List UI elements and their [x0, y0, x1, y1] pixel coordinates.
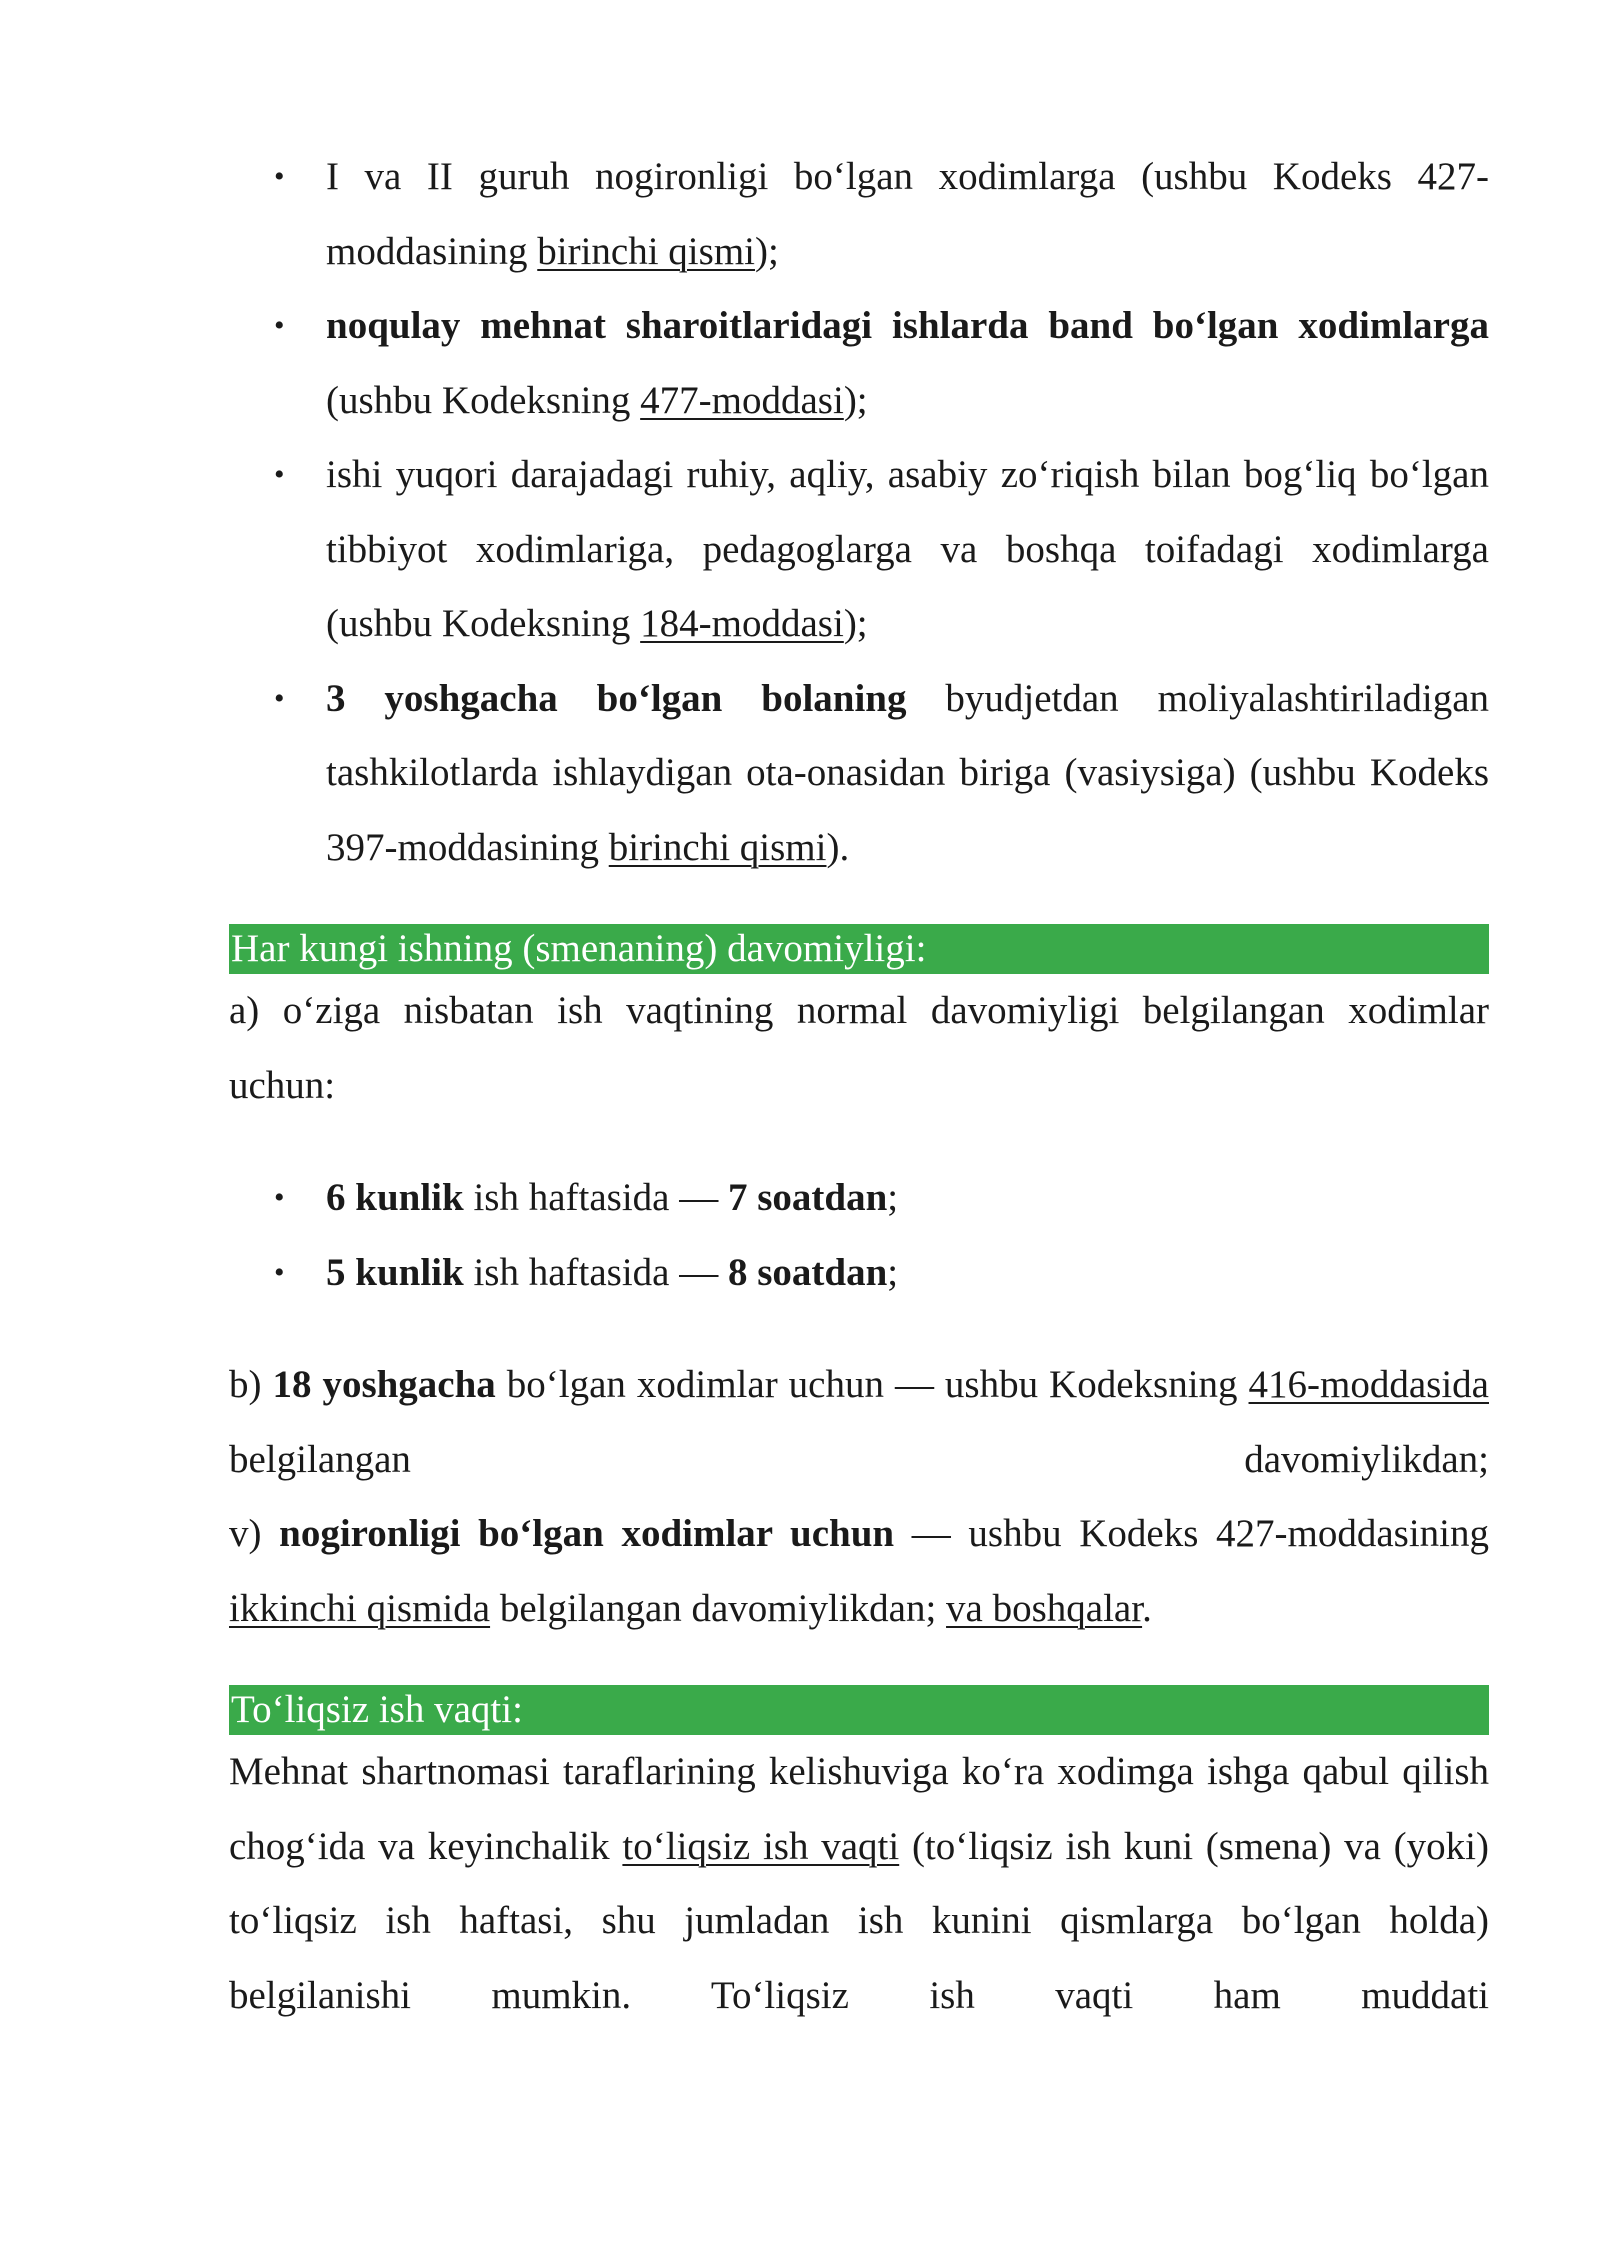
list-item: • noqulay mehnat sharoitlaridagi ishlarda band bo‘lgan xodimlarga (ushbu Kodeksning 477-moddasi); — [229, 289, 1489, 438]
list-item: • 3 yoshgacha bo‘lgan bolaning byudjetdan moliyalashtiriladigan tashkilotlarda ishlaydigan ota-onasidan biriga (vasiysiga) (ushbu Kodeks 397-moddasining birinchi qismi). — [229, 662, 1489, 886]
link-toliqsiz-ish-vaqti[interactable]: to‘liqsiz ish vaqti — [622, 1824, 900, 1868]
link-va-boshqalar[interactable]: va boshqalar — [946, 1586, 1143, 1630]
link-birinchi-qismi[interactable]: birinchi qismi — [608, 825, 827, 869]
list-item: • ishi yuqori darajadagi ruhiy, aqliy, asabiy zo‘riqish bilan bog‘liq bo‘lgan tibbiyot xodimlariga, pedagoglarga va boshqa toifadagi xodimlarga (ushbu Kodeksning 184-moddasi); — [229, 438, 1489, 662]
paragraph-b: b) 18 yoshgacha bo‘lgan xodimlar uchun — ushbu Kodeksning 416-moddasida belgilangan davomiylikdan; — [229, 1363, 1489, 1481]
work-week-list — [229, 1161, 1489, 1310]
link-416-moddasida[interactable]: 416-moddasida — [1248, 1363, 1489, 1406]
document-content — [229, 140, 1489, 2033]
paragraph-v: v) nogironligi bo‘lgan xodimlar uchun — ushbu Kodeks 427-moddasining ikkinchi qismida belgilangan davomiylikdan; va boshqalar. — [229, 1512, 1489, 1630]
paragraph-part-time: Mehnat shartnomasi taraflarining kelishuviga ko‘ra xodimga ishga qabul qilish chog‘ida va keyinchalik to‘liqsiz ish vaqti (to‘liqsiz ish kuni (smena) va (yoki) to‘liqsiz ish haftasi, shu jumladan ish kunini qismlarga bo‘lgan holda) belgilanishi mumkin. To‘liqsiz ish vaqti ham muddati — [229, 1750, 1489, 2017]
link-184-moddasi[interactable]: 184-moddasi — [640, 602, 844, 645]
section-heading: To‘liqsiz ish vaqti: — [229, 1685, 1489, 1735]
paragraph-a: a) o‘ziga nisbatan ish vaqtining normal davomiyligi belgilangan xodimlar uchun: — [229, 989, 1489, 1107]
list-item: • 5 kunlik ish haftasida — 8 soatdan; — [229, 1236, 1489, 1311]
list-item: • I va II guruh nogironligi bo‘lgan xodimlarga (ushbu Kodeks 427-moddasining birinchi qismi); — [229, 140, 1489, 289]
link-ikkinchi-qismida[interactable]: ikkinchi qismida — [229, 1586, 491, 1630]
link-birinchi-qismi[interactable]: birinchi qismi — [537, 229, 755, 273]
section-heading: Har kungi ishning (smenaning) davomiyligi: — [229, 924, 1489, 974]
worker-categories-list — [229, 140, 1489, 885]
link-477-moddasi[interactable]: 477-moddasi — [640, 378, 844, 422]
list-item: • 6 kunlik ish haftasida — 7 soatdan; — [229, 1161, 1489, 1236]
